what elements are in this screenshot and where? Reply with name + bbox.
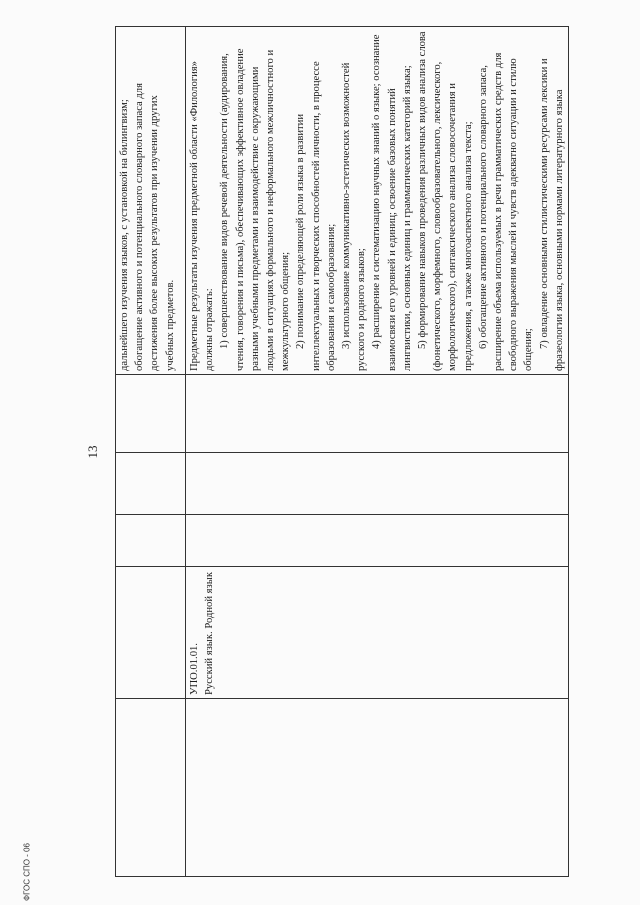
table-cell: [186, 453, 569, 515]
text-line: учебных предметов.: [164, 279, 176, 371]
results-item: 5) формирование навыков проведения различных видов анализа слова (фонетического, морфемного, словообразовательного, лексического, морфологического), синтаксического анализа словосочетания и предложения, а также многоаспектного анализа текста;: [417, 31, 474, 371]
table-cell: [116, 453, 186, 515]
table-cell: [116, 515, 186, 567]
table-row: [116, 27, 186, 877]
results-item: 1) совершенствование видов речевой деятельности (аудирования, чтения, говорения и письма), обеспечивающих эффективное овладение разными учебными предметами и взаимодействие с окружающими людьми в ситуациях формального и неформального межличностного и межкультурного общения;: [219, 48, 292, 371]
results-cell: [186, 27, 569, 375]
footer-stamp-text: ФГОС СПО - 06: [22, 843, 32, 901]
page-number: 13: [85, 445, 100, 459]
table-cell: [116, 375, 186, 453]
rotated-page: [85, 27, 565, 877]
results-item: 6) обогащение активного и потенциального словарного запаса, расширение объема используемых в речи грамматических средств для свободного выражения мыслей и чувств адекватно ситуации и стилю общения;: [477, 52, 535, 371]
footer-stamp: [20, 842, 34, 902]
subject-name: Русский язык. Родной язык: [204, 572, 216, 695]
subject-cell: [186, 567, 569, 699]
results-item: 2) понимание определяющей роли языка в развитии интеллектуальных и творческих способностей личности, в процессе образования и самообразования;: [295, 61, 337, 371]
results-heading: Предметные результаты изучения предметной области «Филология» должны отражать:: [189, 61, 216, 371]
table-cell: [116, 567, 186, 699]
results-item: 3) использование коммуникативно-эстетических возможностей русского и родного языков;: [341, 62, 368, 371]
table-cell: [116, 699, 186, 877]
table-cell: [186, 699, 569, 877]
table-cell: [186, 375, 569, 453]
subject-code: УПО.01.01.: [189, 643, 200, 695]
continued-text-cell: [116, 27, 186, 375]
curriculum-table: [115, 26, 569, 877]
results-item: 4) расширение и систематизацию научных знаний о языке; осознание взаимосвязи его уровней и единиц; освоение базовых понятий лингвистики, основных единиц и грамматических категорий языка;: [371, 34, 413, 371]
text-line: обогащение активного и потенциального словарного запаса для: [134, 83, 146, 371]
table-row: [186, 27, 569, 877]
results-item: 7) овладение основными стилистическими ресурсами лексики и фразеологии языка, основными нормами литературного языка: [538, 58, 565, 371]
text-line: достижения более высоких результатов при изучении других: [149, 95, 161, 371]
table-cell: [186, 515, 569, 567]
text-line: дальнейшего изучения языков, с установкой на билингвизм;: [119, 99, 130, 371]
